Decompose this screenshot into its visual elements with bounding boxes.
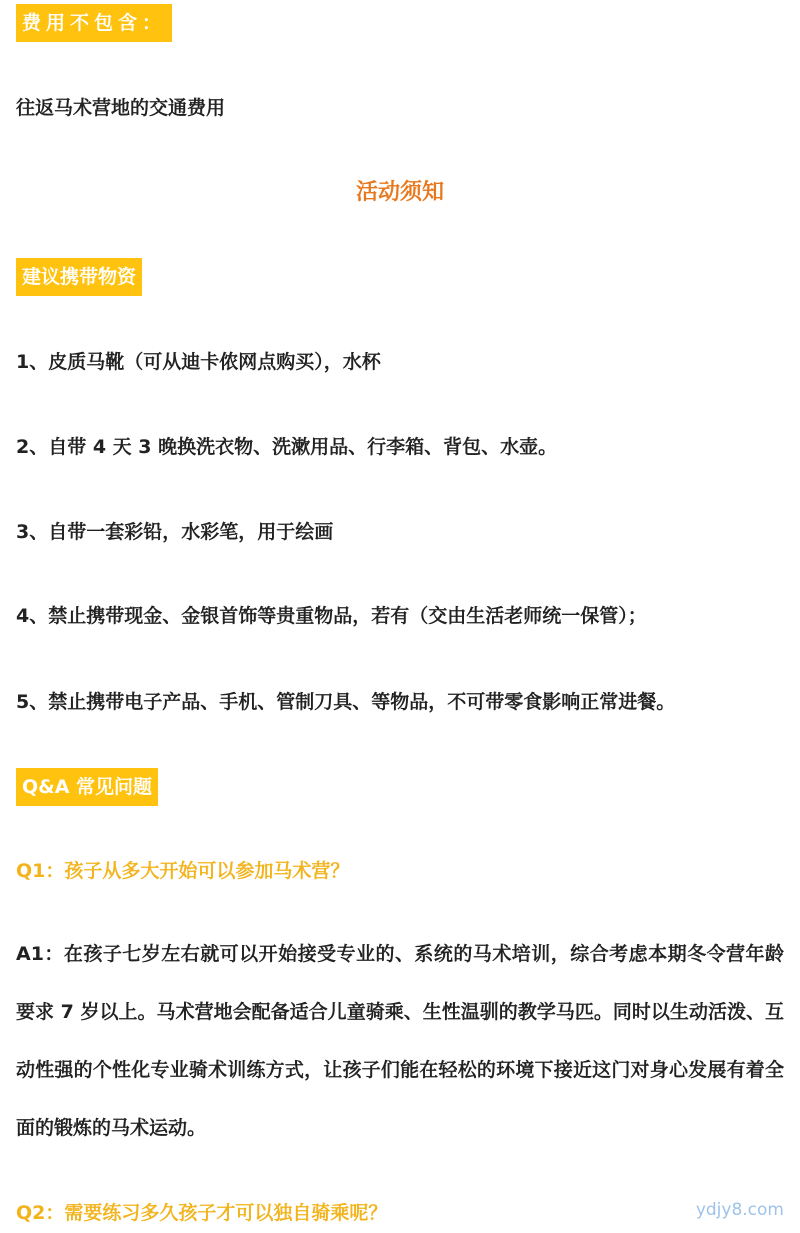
supply-item-1: 1、皮质马靴（可从迪卡侬网点购买），水杯 <box>16 351 381 373</box>
supply-item-5: 5、禁止携带电子产品、手机、管制刀具、等物品，不可带零食影响正常进餐。 <box>16 691 676 713</box>
answer-1: A1：在孩子七岁左右就可以开始接受专业的、系统的马术培训，综合考虑本期冬令营年龄要求 7 岁以上。马术营地会配备适合儿童骑乘、生性温驯的教学马匹。同时以生动活泼、互动性强的个性化专业骑术训练方式，让孩子们能在轻松的环境下接近这门对身心发展有着全面的锻炼的马术运动。 <box>16 943 784 1139</box>
exclusions-tag: 费用不包含： <box>16 4 172 42</box>
question-1: Q1：孩子从多大开始可以参加马术营？ <box>16 860 350 882</box>
watermark: ydjy8.com <box>695 1200 784 1220</box>
supplies-tag: 建议携带物资 <box>16 258 142 296</box>
exclusion-item: 往返马术营地的交通费用 <box>16 97 226 119</box>
question-2: Q2：需要练习多久孩子才可以独自骑乘呢？ <box>16 1202 388 1224</box>
supply-item-4: 4、禁止携带现金、金银首饰等贵重物品，若有（交由生活老师统一保管）； <box>16 605 647 627</box>
notice-title: 活动须知 <box>355 180 444 205</box>
qa-tag: Q&A 常见问题 <box>16 768 158 806</box>
supply-item-2: 2、自带 4 天 3 晚换洗衣物、洗漱用品、行李箱、背包、水壶。 <box>16 436 558 458</box>
supply-item-3: 3、自带一套彩铅，水彩笔，用于绘画 <box>16 521 334 543</box>
